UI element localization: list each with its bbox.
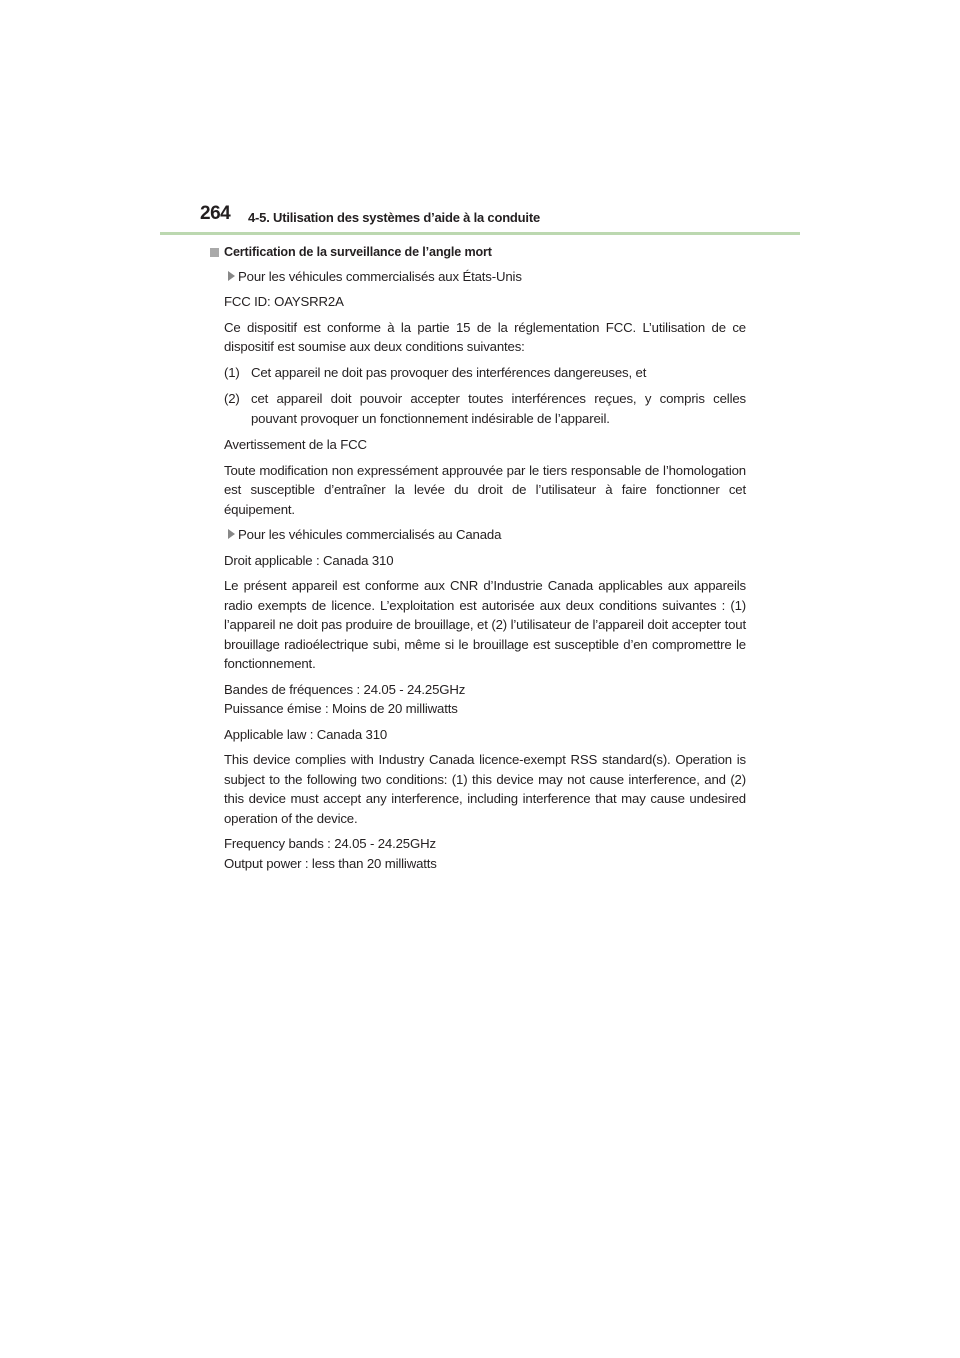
bullet-usa	[224, 267, 746, 287]
condition-text: Cet appareil ne doit pas provoquer des interférences dangereuses, et	[251, 364, 647, 380]
law-fr: Droit applicable : Canada 310	[224, 552, 394, 568]
triangle-bullet-icon	[228, 529, 235, 539]
fcc-intro: Ce dispositif est conforme à la partie 15 de la réglementation FCC. L’utilisation de ce dispositif est soumise aux deux conditions suivantes:	[224, 319, 746, 354]
text-fr: Le présent appareil est conforme aux CNR d’Industrie Canada applicables aux appareils radio exempts de licence. L’exploitation est autorisée aux deux conditions suivantes : (1) l’appareil ne doit pas produire de brouillage, et (2) l’utilisateur de l’appareil doit accepter tout brouillage radioélectrique subi, même si le brouillage est susceptible d’en compromettre le fonctionnement.	[224, 578, 746, 671]
condition-item	[224, 389, 746, 428]
square-bullet-icon	[210, 248, 219, 257]
bullet-canada	[224, 525, 746, 545]
text-en: This device complies with Industry Canada licence-exempt RSS standard(s). Operation is subject to the following two conditions: (1) this device may not cause interference, and (2) this device must accept any interference, including interference that may cause undesired operation of the device.	[224, 752, 746, 826]
triangle-bullet-icon	[228, 271, 235, 281]
condition-item	[224, 363, 746, 383]
law-en: Applicable law : Canada 310	[224, 726, 388, 742]
power-en: Output power : less than 20 milliwatts	[224, 855, 437, 871]
power-fr: Puissance émise : Moins de 20 milliwatts	[224, 701, 458, 716]
bands-fr: Bandes de fréquences : 24.05 - 24.25GHz	[224, 681, 466, 697]
bullet-usa-text: Pour les véhicules commercialisés aux États-Unis	[238, 268, 522, 284]
section-heading	[210, 243, 746, 263]
fcc-id: FCC ID: OAYSRR2A	[224, 294, 344, 309]
header-rule	[160, 232, 800, 235]
bands-en: Frequency bands : 24.05 - 24.25GHz	[224, 836, 436, 851]
fcc-warning-text: Toute modification non expressément approuvée par le tiers responsable de l’homologation est susceptible d’entraîner la levée du droit de l’utilisateur à faire fonctionner cet équipement.	[224, 462, 746, 517]
header-section-title: 4-5. Utilisation des systèmes d’aide à la conduite	[248, 210, 540, 225]
page-number: 264	[200, 203, 231, 224]
condition-number: (1)	[224, 364, 240, 380]
condition-text: cet appareil doit pouvoir accepter toutes interférences reçues, y compris celles pouvant provoquer un fonctionnement indésirable de l’appareil.	[251, 391, 746, 426]
section-heading-text: Certification de la surveillance de l’angle mort	[224, 245, 492, 259]
bullet-canada-text: Pour les véhicules commercialisés au Canada	[238, 527, 502, 542]
condition-number: (2)	[224, 391, 240, 406]
fcc-warning-title: Avertissement de la FCC	[224, 437, 367, 452]
page-content	[224, 243, 746, 879]
